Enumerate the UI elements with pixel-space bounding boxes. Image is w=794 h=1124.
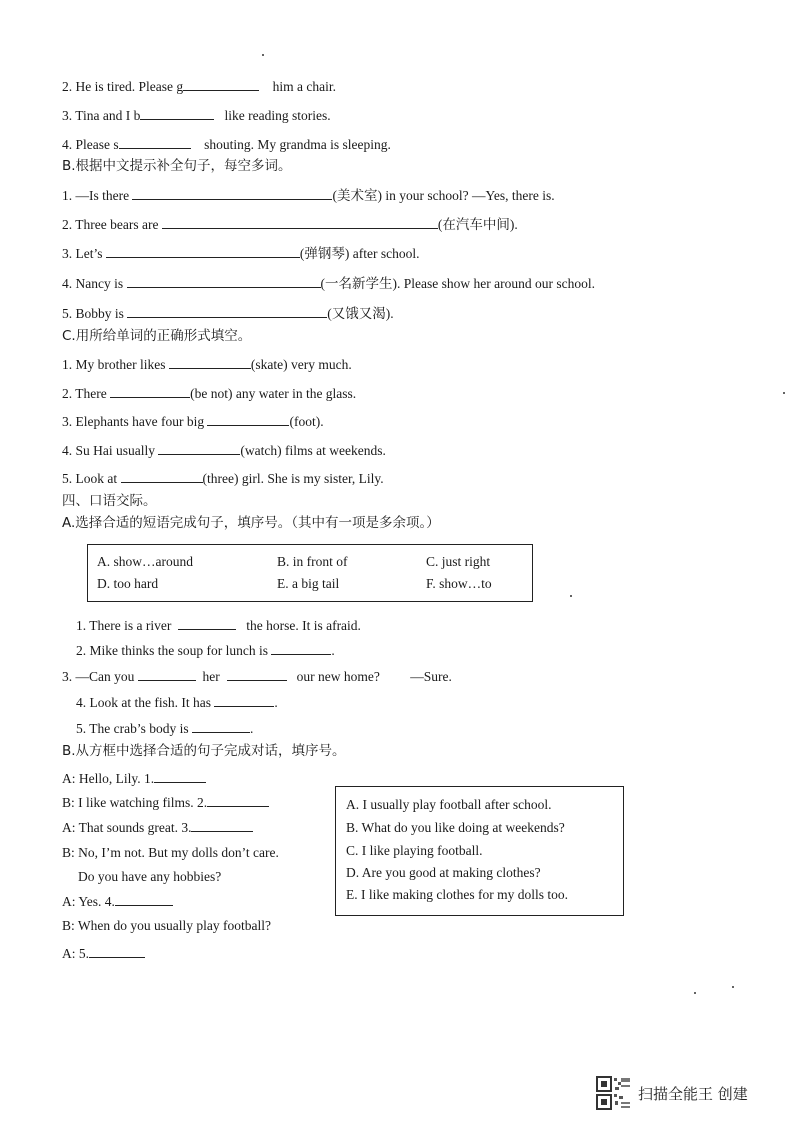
dialogue-line <box>62 893 173 911</box>
fill-blank-item <box>62 107 331 125</box>
section-heading: 四、口语交际。 <box>62 493 157 509</box>
item-text: 1. There is a river <box>76 618 172 633</box>
dialogue-line <box>62 819 253 837</box>
scan-speck <box>732 986 734 988</box>
item-text: 3. Elephants have four big <box>62 414 205 429</box>
option-f: F. show…to <box>426 576 492 591</box>
item-text: 4. Nancy is <box>62 276 124 291</box>
answer-blank[interactable] <box>214 694 274 707</box>
option-d: D. too hard <box>97 576 159 591</box>
item-text: (弹钢琴) after school. <box>299 246 420 261</box>
item-text: (又饿又渴). <box>327 306 394 321</box>
fill-blank-item <box>76 720 253 738</box>
option-c: C. I like playing football. <box>346 843 483 858</box>
item-text: (three) girl. She is my sister, Lily. <box>202 471 384 486</box>
option-c: C. just right <box>426 554 491 569</box>
answer-blank[interactable] <box>178 617 236 630</box>
answer-blank[interactable] <box>127 275 321 288</box>
dialogue-text: A: That sounds great. 3. <box>62 820 192 835</box>
answer-blank[interactable] <box>192 720 250 733</box>
item-text: 2. Three bears are <box>62 217 159 232</box>
option-b: B. What do you like doing at weekends? <box>346 820 565 835</box>
fill-blank-item <box>62 385 356 403</box>
item-text: (美术室) in your school? —Yes, there is. <box>332 188 555 203</box>
item-text: (skate) very much. <box>250 357 352 372</box>
fill-blank-item <box>62 305 394 323</box>
phrase-options-box <box>87 544 533 602</box>
item-text: (一名新学生). Please show her around our school. <box>320 276 595 291</box>
dialogue-text: A: Hello, Lily. 1. <box>62 771 155 786</box>
item-text: the horse. It is afraid. <box>246 618 361 633</box>
item-text: 4. Look at the fish. It has <box>76 695 211 710</box>
dialogue-line: Do you have any hobbies? <box>78 869 222 884</box>
fill-blank-item <box>62 275 595 293</box>
item-text: 3. Tina and I b <box>62 108 141 123</box>
item-text: (在汽车中间). <box>437 217 518 232</box>
section-heading: C.用所给单词的正确形式填空。 <box>62 328 252 344</box>
item-text: (watch) films at weekends. <box>240 443 386 458</box>
scan-speck <box>783 392 785 394</box>
item-text: (foot). <box>289 414 324 429</box>
item-text: . <box>331 643 335 658</box>
fill-blank-item <box>62 668 452 686</box>
answer-blank[interactable] <box>89 945 145 958</box>
fill-blank-item <box>62 216 518 234</box>
item-text: like reading stories. <box>224 108 331 123</box>
answer-blank[interactable] <box>271 642 331 655</box>
answer-blank[interactable] <box>191 819 253 832</box>
dialogue-line: B: No, I’m not. But my dolls don’t care. <box>62 845 279 860</box>
answer-blank[interactable] <box>140 107 214 120</box>
answer-blank[interactable] <box>154 770 206 783</box>
fill-blank-item <box>62 470 384 488</box>
answer-blank[interactable] <box>227 668 287 681</box>
fill-blank-item <box>62 356 352 374</box>
item-text: 2. He is tired. Please g <box>62 79 184 94</box>
answer-blank[interactable] <box>121 470 203 483</box>
item-text: 3. —Can you <box>62 669 135 684</box>
dialogue-line <box>62 794 269 812</box>
item-text: . <box>249 721 254 736</box>
answer-blank[interactable] <box>162 216 438 229</box>
section-heading: A.选择合适的短语完成句子，填序号。（其中有一项是多余项。） <box>62 515 440 531</box>
item-text: 1. My brother likes <box>62 357 166 372</box>
item-text: 5. Bobby is <box>62 306 124 321</box>
option-b: B. in front of <box>277 554 348 569</box>
item-text: (be not) any water in the glass. <box>190 386 357 401</box>
dialogue-line: B: When do you usually play football? <box>62 918 271 933</box>
dialogue-text: A: Yes. 4. <box>62 894 115 909</box>
answer-blank[interactable] <box>169 356 251 369</box>
scan-speck <box>262 54 264 56</box>
item-text: —Sure. <box>410 669 452 684</box>
item-text: . <box>274 695 278 710</box>
item-text: 2. Mike thinks the soup for lunch is <box>76 643 268 658</box>
dialogue-line <box>62 770 206 788</box>
item-text: 1. —Is there <box>62 188 130 203</box>
scanner-logo-icon <box>596 1076 632 1110</box>
dialogue-text: A: 5. <box>62 946 89 961</box>
fill-blank-item <box>62 413 324 431</box>
section-heading: B.根据中文提示补全句子，每空多词。 <box>62 158 292 174</box>
fill-blank-item <box>76 642 335 660</box>
answer-blank[interactable] <box>119 136 191 149</box>
item-text: 2. There <box>62 386 107 401</box>
answer-blank[interactable] <box>127 305 327 318</box>
answer-blank[interactable] <box>183 78 259 91</box>
watermark-text: 扫描全能王 创建 <box>638 1085 748 1103</box>
option-d: D. Are you good at making clothes? <box>346 865 541 880</box>
item-text: 3. Let’s <box>62 246 103 261</box>
section-heading: B.从方框中选择合适的句子完成对话，填序号。 <box>62 743 346 759</box>
fill-blank-item <box>62 187 555 205</box>
answer-blank[interactable] <box>207 413 289 426</box>
fill-blank-item <box>62 136 391 154</box>
answer-blank[interactable] <box>138 668 196 681</box>
dialogue-line <box>62 945 145 963</box>
sentence-options-box <box>335 786 624 916</box>
option-e: E. I like making clothes for my dolls too. <box>346 887 568 902</box>
fill-blank-item <box>62 245 419 263</box>
answer-blank[interactable] <box>158 442 240 455</box>
item-text: 4. Please s <box>62 137 119 152</box>
answer-blank[interactable] <box>207 794 269 807</box>
answer-blank[interactable] <box>115 893 173 906</box>
fill-blank-item <box>62 442 386 460</box>
dialogue-text: B: I like watching films. 2. <box>62 795 208 810</box>
fill-blank-item <box>76 617 361 635</box>
option-e: E. a big tail <box>277 576 340 591</box>
item-text: 5. Look at <box>62 471 118 486</box>
scan-speck <box>570 595 572 597</box>
option-a: A. show…around <box>97 554 193 569</box>
item-text: her <box>202 669 220 684</box>
fill-blank-item <box>62 78 336 96</box>
answer-blank[interactable] <box>106 245 300 258</box>
item-text: him a chair. <box>272 79 336 94</box>
scan-speck <box>694 992 696 994</box>
answer-blank[interactable] <box>132 187 332 200</box>
option-a: A. I usually play football after school. <box>346 797 552 812</box>
item-text: shouting. My grandma is sleeping. <box>204 137 391 152</box>
fill-blank-item <box>76 694 278 712</box>
item-text: 5. The crab’s body is <box>76 721 189 736</box>
item-text: 4. Su Hai usually <box>62 443 155 458</box>
item-text: our new home? <box>296 669 380 684</box>
answer-blank[interactable] <box>110 385 190 398</box>
